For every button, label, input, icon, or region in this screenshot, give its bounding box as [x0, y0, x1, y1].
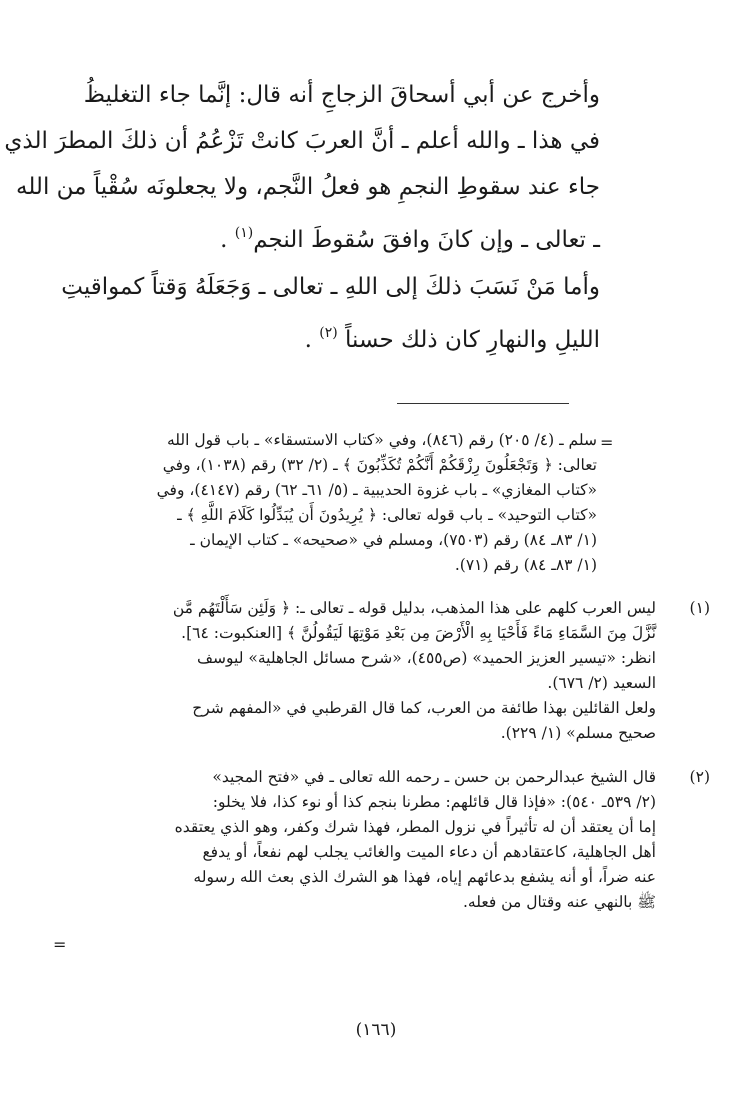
footnote-line: سلم ـ (٤/ ٢٠٥) رقم (٨٤٦)، وفي «كتاب الاستسقاء» ـ باب قول الله: [166, 431, 597, 449]
footnote-line: (٢/ ٥٣٩ـ ٥٤٠): «فإذا قال قائلهم: مطرنا بنجم كذا أو نوء كذا، فلا يخلو:: [212, 793, 656, 811]
footnote-line: السعيد (٢/ ٦٧٦).: [547, 674, 656, 692]
main-line: وأما مَنْ نَسَبَ ذلكَ إلى اللهِ ـ تعالى ـ وَجَعَلَهُ وَقتاً كمواقيتِ: [61, 274, 600, 300]
footnote-line: (١/ ٨٣ـ ٨٤) رقم (٧١).: [454, 556, 597, 574]
footnote-line: (١/ ٨٣ـ ٨٤) رقم (٧٥٠٣)، ومسلم في «صحيحه» ـ كتاب الإيمان ـ: [190, 531, 597, 549]
footnote-line: صحيح مسلم» (١/ ٢٢٩).: [500, 724, 656, 742]
period: .: [304, 327, 312, 353]
footnote-line: عنه ضراً، أو أنه يشفع بدعائهم إياه، فهذا هو الشرك الذي بعث الله رسوله: [193, 868, 656, 886]
main-line: في هذا ـ والله أعلم ـ أنَّ العربَ كانتْ تَزْعُمُ أن ذلكَ المطرَ الذي: [4, 128, 600, 154]
footnote-number: (١): [689, 599, 710, 617]
footnote-line: قال الشيخ عبدالرحمن بن حسن ـ رحمه الله تعالى ـ في «فتح المجيد»: [212, 768, 656, 786]
footnote-line: أهل الجاهلية، كاعتقادهم أن دعاء الميت والغائب يجلب لهم نفعاً، أو يدفع: [202, 843, 656, 861]
footnote-line: إما أن يعتقد أن له تأثيراً في نزول المطر، فهذا شرك وكفر، وهو الذي يعتقده: [174, 818, 656, 836]
page-number: (١٦٦): [355, 1020, 397, 1040]
footnote-line: ﷺ بالنهي عنه وقتال من فعله.: [462, 893, 656, 911]
footnote-line: ولعل القائلين بهذا طائفة من العرب، كما قال القرطبي في «المفهم شرح: [192, 699, 656, 717]
footnote-continued: [40, 428, 597, 578]
continuation-mark-top: =: [600, 433, 614, 452]
footnote-ref-1: (١): [234, 225, 254, 241]
main-line: جاء عند سقوطِ النجمِ هو فعلُ النَّجم، ولا يجعلونَه سُقْياً من الله: [15, 174, 600, 200]
footnote-line: انظر: «تيسير العزيز الحميد» (ص٤٥٥)، «شرح مسائل الجاهلية» ليوسف: [196, 649, 656, 667]
footnote-line: تعالى: ﴿ وَتَجْعَلُونَ رِزْقَكُمْ أَنَّكُمْ تُكَذِّبُونَ ﴾ ـ (٢/ ٣٢) رقم (١٠٣٨)، وفي: [162, 456, 597, 474]
continuation-mark-bottom: =: [53, 935, 67, 954]
main-line: وأخرج عن أبي أسحاقَ الزجاجِ أنه قال: إنَّما جاء التغليظُ: [83, 82, 600, 108]
main-line-last: [40, 210, 600, 263]
main-paragraph-1: [4, 72, 600, 263]
footnote-line: «كتاب التوحيد» ـ باب قوله تعالى: ﴿ يُرِيدُونَ أَن يُبَدِّلُوا كَلَامَ اللَّهِ ﴾ ـ: [177, 506, 597, 524]
main-line-last: [40, 310, 600, 363]
footnote-1: [40, 596, 710, 746]
footnote-2: [40, 765, 710, 915]
main-line-text: ـ تعالى ـ وإن كانَ وافقَ سُقوطَ النجم: [253, 227, 600, 253]
main-line-text: الليلِ والنهارِ كان ذلك حسناً: [345, 327, 600, 353]
footnote-number: (٢): [689, 768, 710, 786]
footnote-line: نَّزَّلَ مِنَ السَّمَاءِ مَاءً فَأَحْيَا بِهِ الْأَرْضَ مِن بَعْدِ مَوْتِهَا لَيَقُولُنَّ ﴾ [العنكبوت: ٦٤].: [181, 624, 656, 642]
period: .: [220, 227, 228, 253]
main-paragraph-2: [40, 264, 600, 363]
footnote-line: «كتاب المغازي» ـ باب غزوة الحديبية ـ (٥/ ٦١ـ ٦٢) رقم (٤١٤٧)، وفي: [156, 481, 597, 499]
footnote-line: ليس العرب كلهم على هذا المذهب، بدليل قوله ـ تعالى ـ: ﴿ وَلَئِن سَأَلْتَهُم مَّن: [172, 599, 656, 617]
footnote-ref-2: (٢): [319, 325, 338, 341]
footnote-separator: [397, 403, 569, 404]
